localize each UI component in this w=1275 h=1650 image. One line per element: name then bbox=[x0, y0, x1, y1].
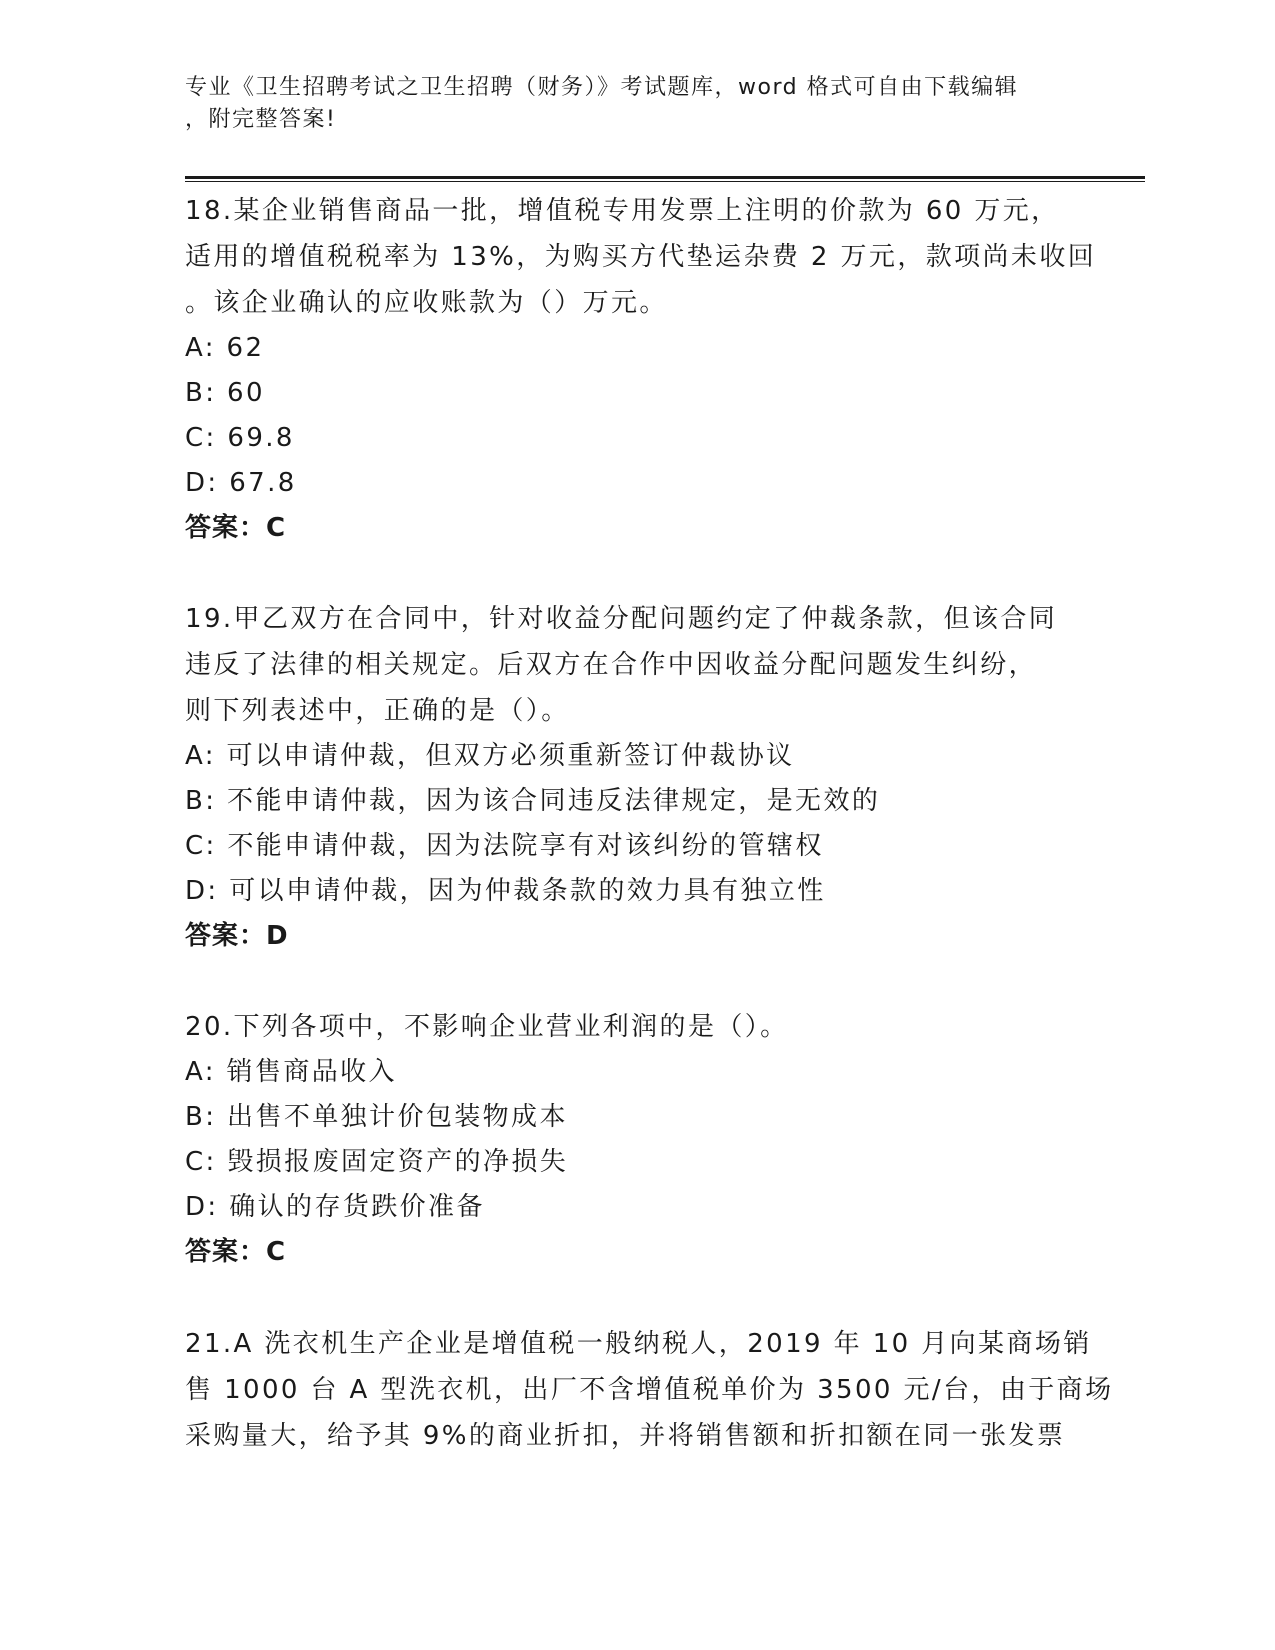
question-stem-line: 19.甲乙双方在合同中，针对收益分配问题约定了仲裁条款，但该合同 bbox=[185, 604, 1058, 634]
answer-label: 答案：C bbox=[185, 1237, 287, 1267]
header-line: ，附完整答案! bbox=[185, 107, 337, 132]
question-stem-line: 违反了法律的相关规定。后双方在合作中因收益分配问题发生纠纷， bbox=[185, 650, 1038, 680]
question-18 bbox=[185, 188, 1097, 551]
header-line: 专业《卫生招聘考试之卫生招聘（财务）》考试题库，word 格式可自由下载编辑 bbox=[185, 75, 1019, 100]
answer-label: 答案：C bbox=[185, 513, 287, 543]
header-divider-thick bbox=[185, 176, 1145, 179]
question-stem-line: 适用的增值税税率为 13%，为购买方代垫运杂费 2 万元，款项尚未收回 bbox=[185, 242, 1097, 272]
option-a: A: 可以申请仲裁，但双方必须重新签订仲裁协议 bbox=[185, 741, 795, 771]
question-21 bbox=[185, 1321, 1114, 1459]
question-stem-line: 20.下列各项中，不影响企业营业利润的是（）。 bbox=[185, 1012, 789, 1042]
option-b: B: 不能申请仲裁，因为该合同违反法律规定，是无效的 bbox=[185, 786, 881, 816]
document-header bbox=[185, 72, 1065, 136]
question-stem-line: 21.A 洗衣机生产企业是增值税一般纳税人，2019 年 10 月向某商场销 bbox=[185, 1329, 1092, 1359]
question-stem-line: 采购量大，给予其 9%的商业折扣，并将销售额和折扣额在同一张发票 bbox=[185, 1421, 1066, 1451]
option-d: D: 可以申请仲裁，因为仲裁条款的效力具有独立性 bbox=[185, 876, 826, 906]
question-stem-line: 售 1000 台 A 型洗衣机，出厂不含增值税单价为 3500 元/台，由于商场 bbox=[185, 1375, 1114, 1405]
option-c: C: 不能申请仲裁，因为法院享有对该纠纷的管辖权 bbox=[185, 831, 824, 861]
question-stem-line: 。该企业确认的应收账款为（）万元。 bbox=[185, 288, 668, 318]
question-stem-line: 18.某企业销售商品一批，增值税专用发票上注明的价款为 60 万元， bbox=[185, 196, 1060, 226]
option-b: B: 出售不单独计价包装物成本 bbox=[185, 1102, 568, 1132]
option-a: A: 62 bbox=[185, 333, 265, 363]
option-b: B: 60 bbox=[185, 378, 265, 408]
option-d: D: 确认的存货跌价准备 bbox=[185, 1192, 485, 1222]
question-19 bbox=[185, 596, 1085, 959]
option-a: A: 销售商品收入 bbox=[185, 1057, 397, 1087]
option-c: C: 69.8 bbox=[185, 423, 295, 453]
option-d: D: 67.8 bbox=[185, 468, 297, 498]
option-c: C: 毁损报废固定资产的净损失 bbox=[185, 1147, 569, 1177]
question-stem-line: 则下列表述中，正确的是（）。 bbox=[185, 696, 570, 726]
answer-label: 答案：D bbox=[185, 921, 289, 951]
header-divider-thin bbox=[185, 181, 1145, 182]
question-20 bbox=[185, 1004, 1085, 1275]
